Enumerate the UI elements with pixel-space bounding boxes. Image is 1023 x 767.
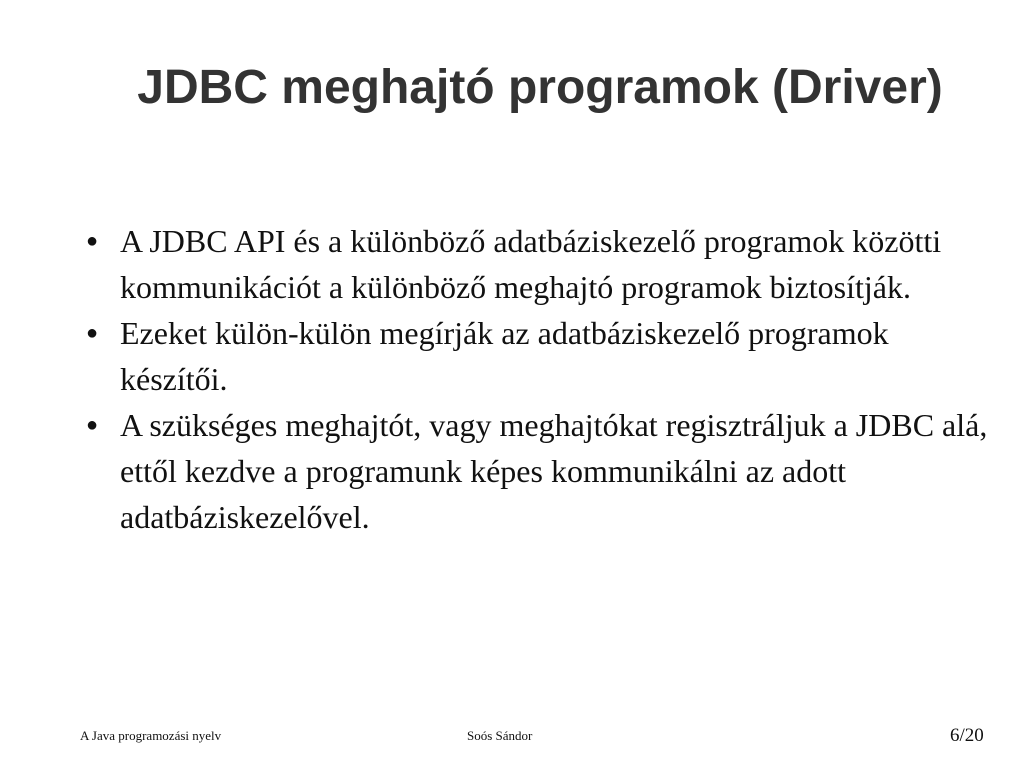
- bullet-dot-icon: ●: [86, 230, 99, 252]
- bullet-text: A JDBC API és a különböző adatbáziskezelő programok közötti kommunikációt a különböző meghajtó programok biztosítják.: [120, 223, 942, 305]
- bullet-item: [0, 402, 1000, 540]
- bullet-dot-icon: ●: [86, 322, 99, 344]
- bullet-list: [0, 218, 1023, 540]
- bullet-text: A szükséges meghajtót, vagy meghajtókat regisztráljuk a JDBC alá, ettől kezdve a programunk képes kommunikálni az adott adatbáziskezelővel.: [120, 407, 988, 535]
- bullet-item: [0, 310, 1000, 402]
- footer-course-title: A Java programozási nyelv: [80, 728, 222, 743]
- slide-title: JDBC meghajtó programok (Driver): [137, 61, 943, 114]
- bullet-text: Ezeket külön-külön megírják az adatbáziskezelő programok készítői.: [120, 315, 889, 397]
- bullet-dot-icon: ●: [86, 414, 99, 436]
- footer-page-number: 6/20: [950, 725, 984, 746]
- bullet-item: [0, 218, 1000, 310]
- footer-author: Soós Sándor: [467, 728, 533, 743]
